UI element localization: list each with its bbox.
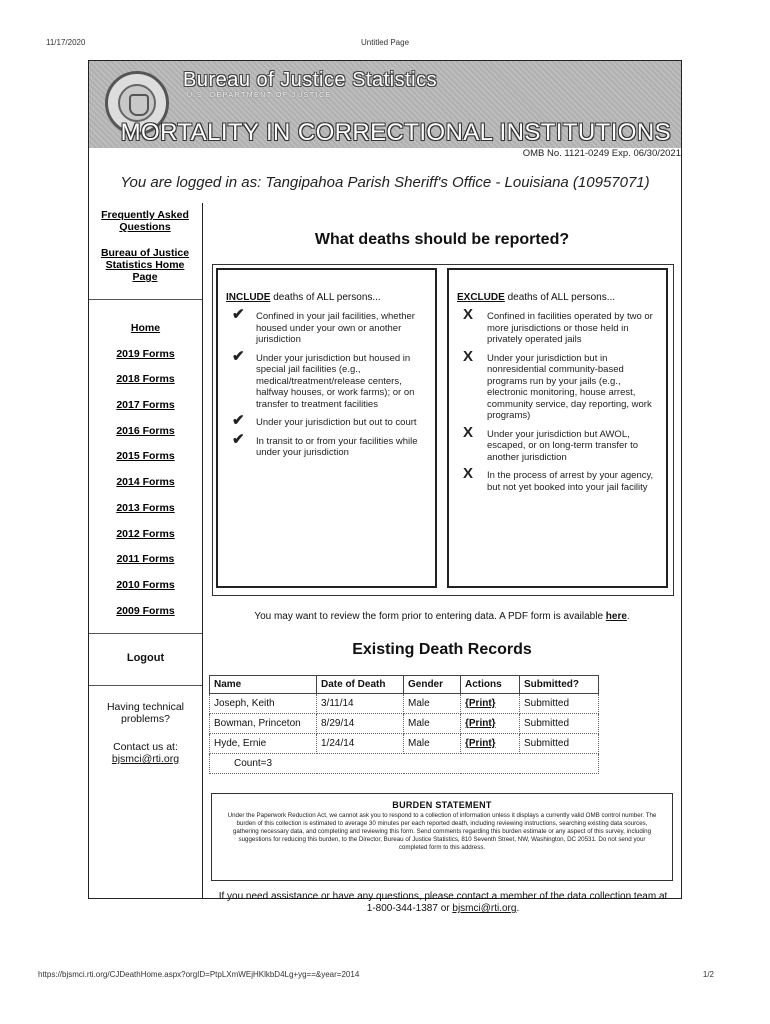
column-header-date: Date of Death	[317, 676, 404, 694]
print-page-title: Untitled Page	[360, 38, 410, 47]
exclude-heading: EXCLUDE deaths of ALL persons...	[457, 292, 616, 303]
sidebar-item-2014-forms[interactable]: 2014 Forms	[116, 476, 175, 489]
agency-name: Bureau of Justice Statistics	[183, 69, 438, 91]
cell-submitted: Submitted	[520, 714, 599, 734]
cell-name: Hyde, Ernie	[210, 734, 317, 754]
sidebar-item-2009-forms[interactable]: 2009 Forms	[116, 604, 175, 617]
column-header-name: Name	[210, 676, 317, 694]
contact-label: Contact us at:	[113, 741, 178, 753]
help-text: If you need assistance or have any questions, please contact a member of the data collection team at 1-800-344-1387 or bjsmci@rti.org.	[218, 891, 668, 914]
sidebar-item-2013-forms[interactable]: 2013 Forms	[116, 501, 175, 514]
pdf-form-link[interactable]: here	[605, 611, 627, 622]
sidebar-item-2012-forms[interactable]: 2012 Forms	[116, 527, 175, 540]
table-row	[210, 694, 599, 714]
department-name: U.S. DEPARTMENT OF JUSTICE	[187, 92, 332, 99]
omb-number: OMB No. 1121-0249 Exp. 06/30/2021	[522, 148, 681, 159]
table-header-row	[210, 676, 599, 694]
logout-button[interactable]: Logout	[126, 652, 165, 664]
print-link[interactable]: {Print}	[465, 738, 496, 749]
burden-body: Under the Paperwork Reduction Act, we cannot ask you to respond to a collection of information unless it displays a currently valid OMB control number. The burden of this collection is estimated to average 30 minutes per each reported death, including reviewing instructions, searching existing data sources, gathering necessary data, and completing and reviewing this form. Send comments regarding this burden estimate or any aspect of this survey, including suggestions for reducing this burden, to the Director, Bureau of Justice Statistics, 810 Seventh Street, NW, Washington, DC 20531. Do not send your completed form to this address.	[227, 812, 657, 851]
sidebar-divider	[89, 685, 202, 686]
cell-name: Joseph, Keith	[210, 694, 317, 714]
check-icon: ✔	[232, 430, 245, 448]
records-title: Existing Death Records	[352, 641, 532, 658]
sidebar-item-2018-forms[interactable]: 2018 Forms	[116, 373, 175, 386]
help-email-link[interactable]: bjsmci@rti.org	[452, 903, 517, 914]
cell-name: Bowman, Princeton	[210, 714, 317, 734]
sidebar	[89, 203, 203, 898]
main-content	[203, 203, 681, 914]
exclude-box	[447, 268, 668, 588]
table-row	[210, 714, 599, 734]
program-title: MORTALITY IN CORRECTIONAL INSTITUTIONS	[120, 119, 671, 146]
check-icon: ✔	[232, 306, 245, 323]
print-date: 11/17/2020	[46, 38, 86, 47]
sidebar-item-2016-forms[interactable]: 2016 Forms	[116, 424, 175, 437]
cell-submitted: Submitted	[520, 734, 599, 754]
sidebar-item-2019-forms[interactable]: 2019 Forms	[116, 347, 175, 360]
faq-link[interactable]: Frequently Asked Questions	[101, 209, 189, 233]
print-link[interactable]: {Print}	[465, 718, 496, 729]
count-row	[210, 754, 599, 774]
cell-date: 1/24/14	[317, 734, 404, 754]
tech-problems-text: Having technical problems?	[106, 701, 185, 725]
print-link[interactable]: {Print}	[465, 698, 496, 709]
include-heading: INCLUDE deaths of ALL persons...	[226, 292, 381, 303]
sidebar-item-home[interactable]: Home	[130, 322, 161, 334]
x-mark-icon: X	[463, 347, 474, 365]
x-mark-icon: X	[463, 306, 474, 323]
burden-title: BURDEN STATEMENT	[392, 800, 492, 810]
exclude-item: X Confined in facilities operated by two or more jurisdictions or those held in privately operated jails	[463, 306, 653, 345]
column-header-actions: Actions	[461, 676, 520, 694]
include-item: ✔ In transit to or from your facilities while under your jurisdiction	[232, 430, 418, 458]
record-count: Count=3	[210, 754, 599, 774]
page-number: 1/2	[702, 970, 714, 979]
x-mark-icon: X	[463, 423, 474, 441]
sidebar-item-2015-forms[interactable]: 2015 Forms	[116, 450, 175, 463]
contact-block	[89, 741, 202, 765]
include-item: ✔ Confined in your jail facilities, whether housed under your own or another jurisdiction	[232, 306, 415, 345]
table-row	[210, 734, 599, 754]
criteria-container	[212, 264, 674, 596]
death-records-table	[209, 675, 599, 774]
contact-email-link[interactable]: bjsmci@rti.org	[111, 753, 180, 765]
burden-statement	[211, 793, 673, 881]
sidebar-item-2017-forms[interactable]: 2017 Forms	[116, 399, 175, 412]
logged-in-banner: You are logged in as: Tangipahoa Parish Sheriff's Office - Louisiana (10957071)	[120, 174, 650, 191]
cell-submitted: Submitted	[520, 694, 599, 714]
cell-date: 3/11/14	[317, 694, 404, 714]
banner	[89, 61, 681, 148]
exclude-item: X Under your jurisdiction but in nonresidential community-based programs run by your jails (e.g., electronic monitoring, house arrest, community service, day reporting, work programs)	[463, 347, 652, 421]
page-url: https://bjsmci.rti.org/CJDeathHome.aspx?orgID=PtpLXmWEjHKlkbD4Lg+yg==&year=2014	[38, 970, 360, 979]
exclude-item: X In the process of arrest by your agency, but not yet booked into your jail facility	[463, 465, 654, 493]
x-mark-icon: X	[463, 465, 474, 482]
sidebar-divider	[89, 299, 202, 300]
cell-gender: Male	[404, 734, 461, 754]
check-icon: ✔	[232, 347, 245, 365]
column-header-gender: Gender	[404, 676, 461, 694]
cell-date: 8/29/14	[317, 714, 404, 734]
sidebar-item-2010-forms[interactable]: 2010 Forms	[116, 578, 175, 591]
pdf-note: You may want to review the form prior to entering data. A PDF form is available here.	[254, 611, 630, 622]
include-box	[216, 268, 437, 588]
bjs-home-link[interactable]: Bureau of Justice Statistics Home Page	[100, 247, 190, 283]
sidebar-divider	[89, 633, 202, 634]
cell-gender: Male	[404, 714, 461, 734]
column-header-submitted: Submitted?	[520, 676, 599, 694]
include-item: ✔ Under your jurisdiction but housed in special jail facilities (e.g., medical/treatment/release centers, halfway houses, or work farms); or on transfer to treatment facilities	[232, 347, 415, 410]
check-icon: ✔	[232, 412, 245, 429]
reporting-question-title: What deaths should be reported?	[314, 231, 570, 248]
cell-gender: Male	[404, 694, 461, 714]
sidebar-item-2011-forms[interactable]: 2011 Forms	[116, 553, 175, 566]
sidebar-nav	[89, 322, 202, 630]
exclude-item: X Under your jurisdiction but AWOL, escaped, or on long-term transfer to another jurisdiction	[463, 423, 639, 463]
page-frame	[88, 60, 682, 914]
include-item: ✔ Under your jurisdiction but out to court	[232, 412, 417, 429]
